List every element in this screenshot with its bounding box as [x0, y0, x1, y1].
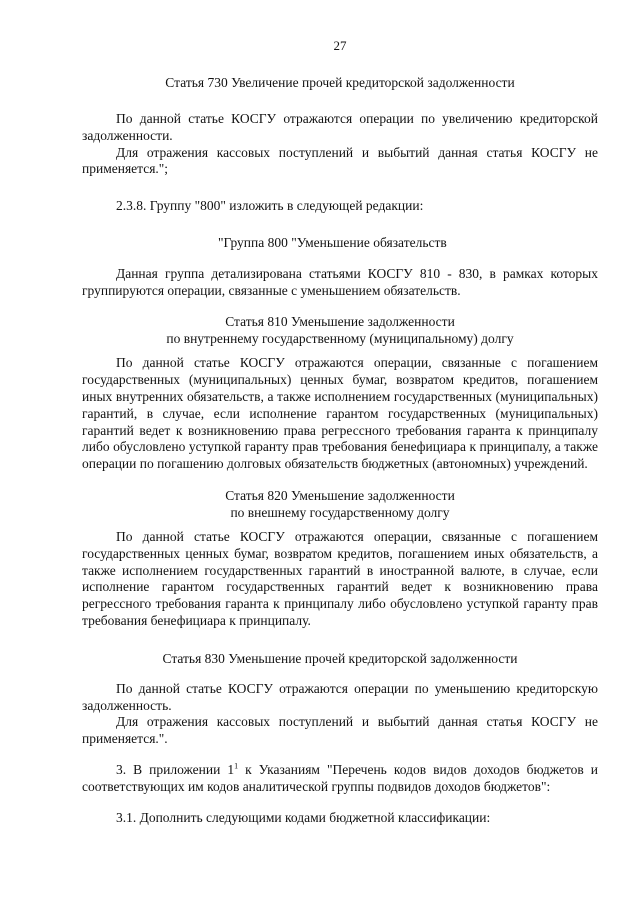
article-730-heading: Статья 730 Увеличение прочей кредиторской задолженности	[165, 75, 515, 90]
article-810-heading-line-1: Статья 810 Уменьшение задолженности	[225, 314, 455, 330]
item-3-text-before: 3. В приложении 1	[116, 761, 235, 777]
group-800-paragraph: Данная группа детализирована статьями КОСГУ 810 - 830, в рамках которых группируются операции, связанные с уменьшением обязательств.	[82, 265, 598, 298]
item-2-3-8: 2.3.8. Группу "800" изложить в следующей редакции:	[116, 198, 424, 214]
item-3-1: 3.1. Дополнить следующими кодами бюджетной классификации:	[116, 809, 491, 825]
group-800-heading: "Группа 800 "Уменьшение обязательств	[218, 234, 447, 250]
article-820-heading-line-1: Статья 820 Уменьшение задолженности	[225, 487, 455, 503]
article-830-heading: Статья 830 Уменьшение прочей кредиторской задолженности	[162, 650, 518, 666]
article-820-heading-line-2: по внешнему государственному долгу	[230, 504, 450, 520]
article-810-heading-line-2: по внутреннему государственному (муниципальному) долгу	[166, 331, 514, 347]
article-730-paragraph-1: По данной статье КОСГУ отражаются операции по увеличению кредиторской задолженности.	[82, 111, 598, 143]
item-3-text-after: к Указаниям "Перечень кодов видов доходов бюджетов и соответствующих им кодов аналитической группы подвидов доходов бюджетов":	[82, 761, 598, 794]
article-830-paragraph-2: Для отражения кассовых поступлений и выбытий данная статья КОСГУ не применяется.".	[82, 714, 598, 747]
item-3	[82, 762, 598, 796]
article-810-paragraph: По данной статье КОСГУ отражаются операции, связанные с погашением государственных (муниципальных) ценных бумаг, возвратом кредитов, погашением иных внутренних обязательств, а также исполнением государственных (муниципальных) гарантий, в случае, если исполнение гарантом государственных (муниципальных) гарантий ведет к возникновению права регрессного требования гаранта к принципалу либо обусловлено уступкой гаранту прав требования бенефициара к принципалу, а также операции по погашению долговых обязательств бюджетных (автономных) учреждений.	[82, 355, 598, 472]
article-830-paragraph-1: По данной статье КОСГУ отражаются операции по уменьшению кредиторскую задолженность.	[82, 680, 598, 713]
article-820-paragraph: По данной статье КОСГУ отражаются операции, связанные с погашением государственных ценных бумаг, возвратом кредитов, погашением иных обязательств, а также исполнением государственных гарантий в иностранной валюте, в случае, если исполнение гарантом государственных гарантий ведет к возникновению права регрессного требования гаранта к принципалу либо обусловлено уступкой гаранту прав требования бенефициара к принципалу.	[82, 528, 598, 628]
page-number: 27	[333, 38, 347, 53]
item-3-superscript: 1	[234, 761, 239, 771]
article-730-paragraph-2: Для отражения кассовых поступлений и выбытий данная статья КОСГУ не применяется.";	[82, 144, 598, 177]
